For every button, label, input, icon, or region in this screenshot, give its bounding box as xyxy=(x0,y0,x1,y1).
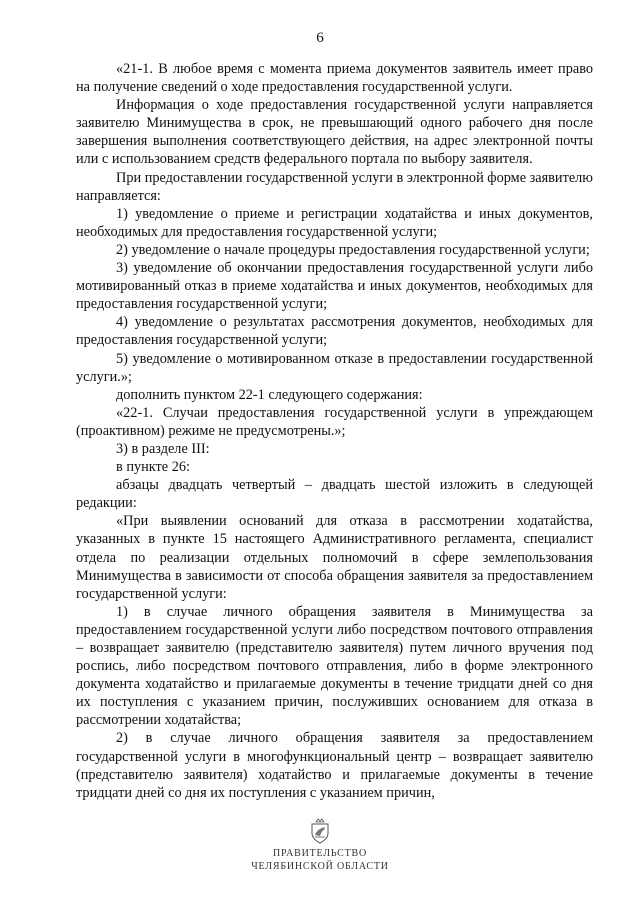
paragraph: 1) уведомление о приеме и регистрации ходатайства и иных документов, необходимых для предоставления государственной услуги; xyxy=(76,205,593,240)
paragraph: 3) уведомление об окончании предоставления государственной услуги либо мотивированный отказ в приеме ходатайства и иных документов, необходимых для предоставления государственной услуги; xyxy=(76,260,593,313)
paragraph: дополнить пунктом 22-1 следующего содержания: xyxy=(116,386,423,403)
paragraph: 4) уведомление о результатах рассмотрения документов, необходимых для предоставления государственной услуги; xyxy=(76,314,593,349)
paragraph: 2) уведомление о начале процедуры предоставления государственной услуги; xyxy=(116,241,590,258)
paragraph: «22-1. Случаи предоставления государственной услуги в упреждающем (проактивном) режиме не предусмотрены.»; xyxy=(76,404,593,439)
footer-region: ЧЕЛЯБИНСКОЙ ОБЛАСТИ xyxy=(251,861,389,872)
paragraph: 2) в случае личного обращения заявителя за предоставлением государственной услуги в многофункциональный центр – возвращает заявителю (представителю заявителя) ходатайство и прилагаемые документы в течение тридцати дней со дня их поступления с указанием причин, xyxy=(76,730,593,801)
paragraph: 5) уведомление о мотивированном отказе в предоставлении государственной услуги.»; xyxy=(76,350,593,385)
paragraph: При предоставлении государственной услуги в электронной форме заявителю направляется: xyxy=(76,169,593,204)
document-footer xyxy=(0,818,640,873)
paragraph: 1) в случае личного обращения заявителя в Минимущества за предоставлением государственной услуги либо посредством почтового отправления – возвращает заявителю (представителю заявителя) путем личного вручения под роспись, либо посредством почтового отправления, либо в форме электронного документа ходатайство и прилагаемые документы в течение тридцати дней со дня их поступления с указанием причин, послуживших основанием для отказа в рассмотрении ходатайства; xyxy=(76,603,593,729)
document-body xyxy=(76,60,593,802)
coat-of-arms-icon xyxy=(309,818,331,844)
paragraph: «При выявлении оснований для отказа в рассмотрении ходатайства, указанных в пункте 15 настоящего Административного регламента, специалист отдела по реализации отдельных полномочий в сфере землепользования Минимущества в зависимости от способа обращения заявителя за предоставлением государственной услуги: xyxy=(76,513,593,602)
paragraph: «21-1. В любое время с момента приема документов заявитель имеет право на получение сведений о ходе предоставления государственной услуги. xyxy=(76,61,593,96)
paragraph: 3) в разделе III: xyxy=(116,440,210,457)
page-number: 6 xyxy=(316,30,324,46)
footer-organization: ПРАВИТЕЛЬСТВО xyxy=(272,848,368,859)
paragraph: Информация о ходе предоставления государственной услуги направляется заявителю Минимущества в срок, не превышающий одного рабочего дня после завершения выполнения соответствующего действия, на адрес электронной почты или с использованием средств федерального портала по выбору заявителя. xyxy=(76,97,593,168)
paragraph: в пункте 26: xyxy=(116,459,190,476)
paragraph: абзацы двадцать четвертый – двадцать шестой изложить в следующей редакции: xyxy=(76,477,593,512)
